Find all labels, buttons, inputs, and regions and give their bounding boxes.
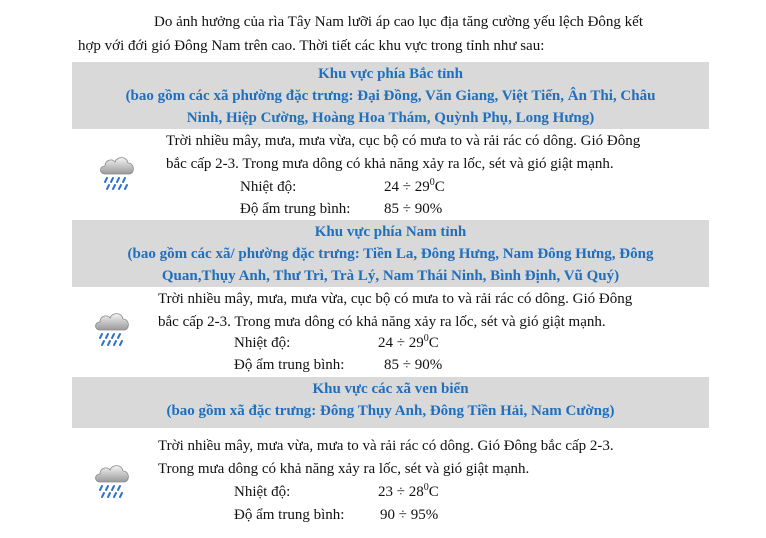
- humidity-row: [234, 504, 439, 526]
- humidity-value: 85 ÷ 90%: [384, 201, 443, 217]
- humidity-label: Độ ẩm trung bình:: [240, 201, 351, 217]
- forecast-text-north: Trời nhiều mây, mưa, mưa vừa, cục bộ có mưa to và rải rác có dông. Gió Đông bắc cấp 2-3. Trong mưa dông có khả năng xảy ra lốc, sét và gió giật mạnh.: [166, 133, 641, 172]
- region-subtitle-line-2: Quan,Thụy Anh, Thư Trì, Trà Lý, Nam Thái Ninh, Bình Định, Vũ Quý): [161, 268, 620, 284]
- humidity-value: 90 ÷ 95%: [380, 507, 439, 523]
- temperature-label: Nhiệt độ:: [234, 335, 291, 351]
- region-title: Khu vực phía Bắc tỉnh: [318, 66, 463, 82]
- region-title: Khu vực phía Nam tỉnh: [314, 224, 467, 240]
- intro-line-1: Do ảnh hưởng của rìa Tây Nam lưỡi áp cao lục địa tăng cường yếu lệch Đông kết: [154, 14, 644, 30]
- rain-cloud-icon: [92, 308, 132, 352]
- humidity-label: Độ ẩm trung bình:: [234, 357, 345, 373]
- humidity-value: 85 ÷ 90%: [384, 357, 443, 373]
- region-subtitle-line-1: (bao gồm xã đặc trưng: Đông Thụy Anh, Đông Tiền Hải, Nam Cường): [166, 403, 615, 419]
- rain-cloud-icon: [97, 152, 137, 196]
- humidity-row: [240, 198, 443, 220]
- temperature-value: $24 \div 29^0C$: [378, 333, 439, 351]
- temperature-label: Nhiệt độ:: [240, 179, 297, 195]
- region-subtitle-line-2: Ninh, Hiệp Cường, Hoàng Hoa Thám, Quỳnh Phụ, Long Hưng): [186, 110, 595, 126]
- region-header-coastal: [72, 377, 709, 428]
- humidity-label: Độ ẩm trung bình:: [234, 507, 345, 523]
- intro-line-2: hợp với đới gió Đông Nam trên cao. Thời tiết các khu vực trong tỉnh như sau:: [78, 38, 545, 54]
- rain-cloud-icon: [92, 460, 132, 504]
- temperature-row: [234, 332, 439, 354]
- region-subtitle-line-1: (bao gồm các xã/ phường đặc trưng: Tiền La, Đông Hưng, Nam Đông Hưng, Đông: [127, 246, 654, 262]
- region-subtitle-line-1: (bao gồm các xã phường đặc trưng: Đại Đồng, Văn Giang, Việt Tiến, Ân Thi, Châu: [125, 88, 656, 104]
- temperature-row: [240, 176, 445, 198]
- temperature-row: [234, 481, 439, 503]
- intro-paragraph: [78, 10, 708, 58]
- temperature-value: $23 \div 28^0C$: [378, 482, 439, 500]
- region-header-north: [72, 62, 709, 129]
- temperature-value: $24 \div 29^0C$: [384, 177, 445, 195]
- forecast-text-south: Trời nhiều mây, mưa, mưa vừa, cục bộ có mưa to và rải rác có dông. Gió Đông bắc cấp 2-3. Trong mưa dông có khả năng xảy ra lốc, sét và gió giật mạnh.: [158, 291, 633, 330]
- humidity-row: [234, 354, 443, 376]
- region-header-south: [72, 220, 709, 287]
- forecast-text-coastal: Trời nhiều mây, mưa vừa, mưa to và rải rác có dông. Gió Đông bắc cấp 2-3. Trong mưa dông có khả năng xảy ra lốc, sét và gió giật mạnh.: [158, 438, 614, 477]
- region-title: Khu vực các xã ven biển: [312, 381, 469, 397]
- temperature-label: Nhiệt độ:: [234, 484, 291, 500]
